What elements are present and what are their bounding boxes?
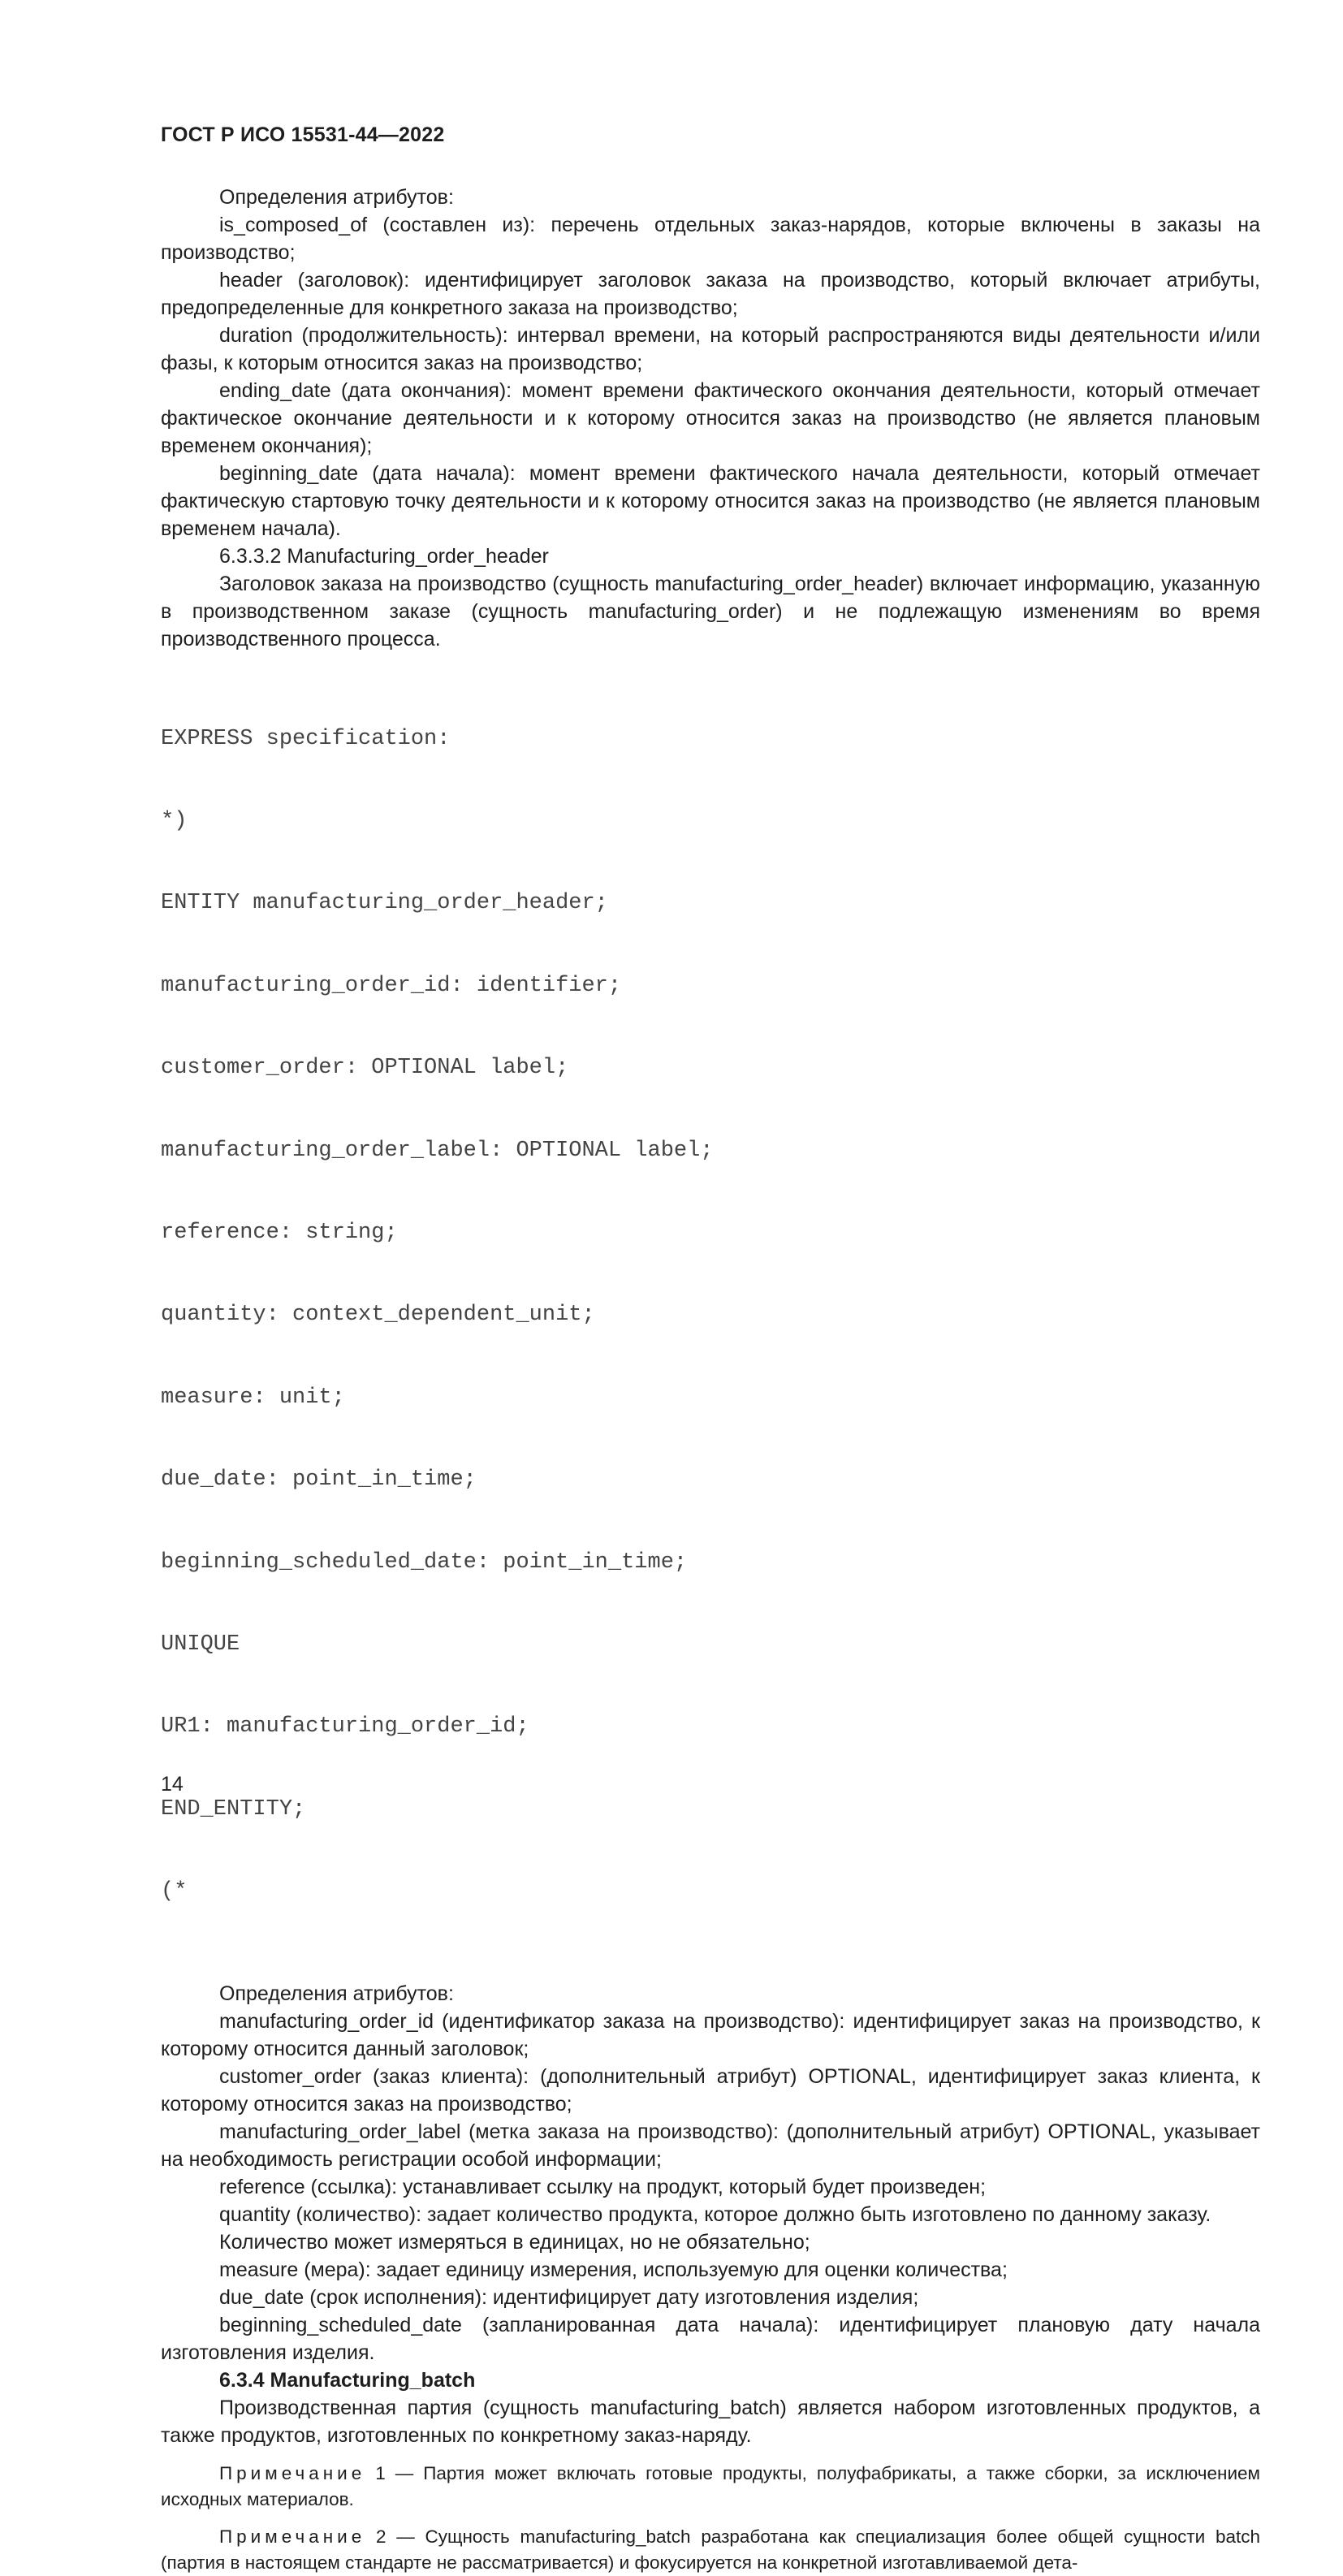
subsection-text: Заголовок заказа на производство (сущность manufacturing_order_header) включает информацию, указанную в производственном заказе (сущность manufacturing_order) и не подлежащую изменениям во время производственного процесса.	[161, 573, 1260, 650]
spacer	[161, 2513, 1260, 2524]
attribute-definitions-intro: Определения атрибутов:	[219, 1982, 454, 2006]
note-label: Примечание	[219, 2526, 366, 2548]
attribute-definition: ending_date (дата окончания): момент времени фактического окончания деятельности, который отмечает фактическое окончание деятельности и к которому относится заказ на производство (не является плановым временем окончания);	[161, 379, 1260, 457]
page-content	[161, 184, 1260, 2576]
note-2	[161, 2524, 1260, 2576]
standard-header-title: ГОСТ Р ИСО 15531-44—2022	[161, 123, 445, 146]
page-number: 14	[161, 1773, 184, 1796]
code-line: UR1: manufacturing_order_id;	[161, 1714, 529, 1740]
attribute-definition: manufacturing_order_id (идентификатор заказа на производство): идентифицирует заказ на производство, к которому относится данный заголовок;	[161, 2010, 1260, 2061]
attribute-definition: quantity (количество): задает количество продукта, которое должно быть изготовлено по данному заказу.	[219, 2203, 1211, 2227]
code-line: beginning_scheduled_date: point_in_time;	[161, 1549, 688, 1575]
code-line: *)	[161, 808, 188, 833]
attribute-definition: manufacturing_order_label (метка заказа на производство): (дополнительный атрибут) OPTIONAL, указывает на необходимость регистрации особой информации;	[161, 2120, 1260, 2172]
attribute-definition: is_composed_of (составлен из): перечень отдельных заказ-нарядов, которые включены в заказы на производство;	[161, 214, 1260, 264]
code-line: customer_order: OPTIONAL label;	[161, 1056, 569, 1081]
note-label: Примечание	[219, 2463, 366, 2484]
attribute-definition: customer_order (заказ клиента): (дополнительный атрибут) OPTIONAL, идентифицирует заказ клиента, к которому относится заказ на производство;	[161, 2065, 1260, 2116]
attribute-definition: duration (продолжительность): интервал времени, на который распространяются виды деятельности и/или фазы, к которым относится заказ на производство;	[161, 324, 1260, 374]
code-line: ENTITY manufacturing_order_header;	[161, 891, 608, 916]
note-1	[161, 2461, 1260, 2513]
code-line: UNIQUE	[161, 1632, 240, 1657]
subsection-heading: 6.3.3.2 Manufacturing_order_header	[219, 545, 549, 568]
attribute-definition: measure (мера): задает единицу измерения, используемую для оценки количества;	[219, 2258, 1008, 2282]
note-text: 1 — Партия может включать готовые продукты, полуфабрикаты, а также сборки, за исключением исходных материалов.	[161, 2463, 1260, 2510]
attribute-definition: reference (ссылка): устанавливает ссылку на продукт, который будет произведен;	[219, 2176, 987, 2199]
code-line: reference: string;	[161, 1220, 398, 1245]
code-line: due_date: point_in_time;	[161, 1467, 477, 1493]
code-line: manufacturing_order_id: identifier;	[161, 973, 622, 998]
attribute-definition: header (заголовок): идентифицирует заголовок заказа на производство, который включает атрибуты, предопределенные для конкретного заказа на производство;	[161, 269, 1260, 319]
code-line: manufacturing_order_label: OPTIONAL label;	[161, 1138, 714, 1163]
code-line: quantity: context_dependent_unit;	[161, 1303, 595, 1328]
note-text: 2 — Сущность manufacturing_batch разработана как специализация более общей сущности batch (партия в настоящем стандарте не рассматривается) и фокусируется на конкретной изготавливаемой дета-	[161, 2526, 1260, 2574]
section-heading: 6.3.4 Manufacturing_batch	[219, 2369, 476, 2392]
code-line: END_ENTITY;	[161, 1796, 306, 1822]
express-specification-block	[161, 671, 1260, 1960]
spacer	[161, 2449, 1260, 2461]
attribute-definition: beginning_date (дата начала): момент времени фактического начала деятельности, который отмечает фактическую стартовую точку деятельности и к которому относится заказ на производство (не является плановым временем начала).	[161, 462, 1260, 540]
code-line: (*	[161, 1879, 188, 1904]
attribute-definitions-intro: Определения атрибутов:	[219, 186, 454, 209]
code-line: EXPRESS specification:	[161, 726, 451, 751]
attribute-definition: Количество может измеряться в единицах, но не обязательно;	[219, 2231, 810, 2254]
attribute-definition: due_date (срок исполнения): идентифицирует дату изготовления изделия;	[219, 2286, 919, 2310]
attribute-definition: beginning_scheduled_date (запланированная дата начала): идентифицирует плановую дату начала изготовления изделия.	[161, 2314, 1260, 2365]
code-line: measure: unit;	[161, 1385, 345, 1410]
section-text: Производственная партия (сущность manufacturing_batch) является набором изготовленных продуктов, а также продуктов, изготовленных по конкретному заказ-наряду.	[161, 2397, 1260, 2448]
